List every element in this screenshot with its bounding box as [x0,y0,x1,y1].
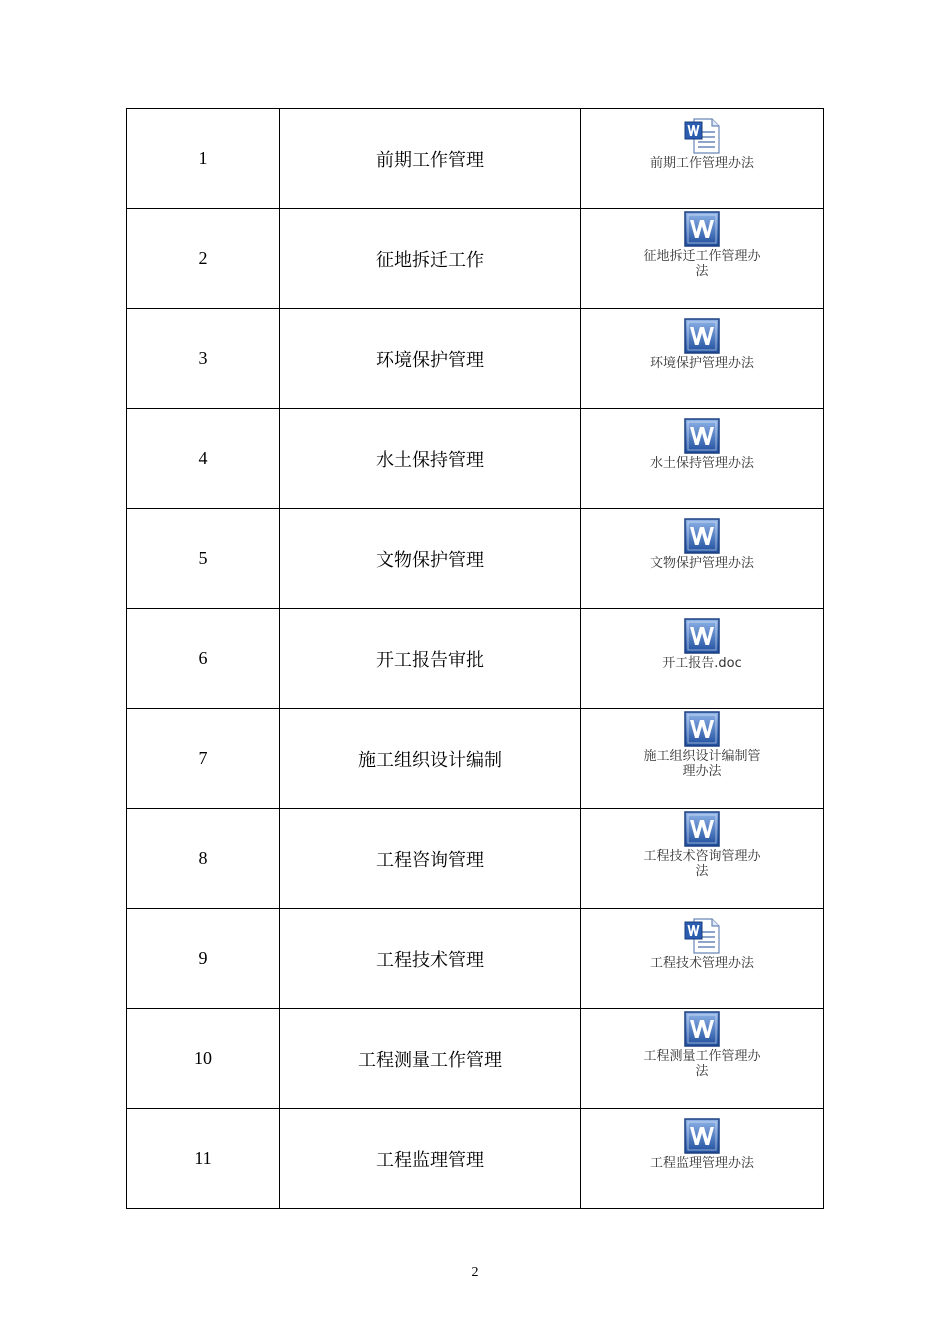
attachment-link[interactable] [642,518,762,571]
attachment-cell [581,309,824,409]
attachment-filename[interactable]: 工程监理管理办法 [649,1156,754,1171]
row-number: 4 [127,409,280,509]
word-icon[interactable] [684,1011,720,1047]
attachment-filename[interactable]: 前期工作管理办法 [649,156,754,171]
item-name: 工程监理管理 [280,1109,581,1209]
word-icon[interactable] [684,811,720,847]
attachment-link[interactable] [642,318,762,371]
row-number: 1 [127,109,280,209]
word-icon[interactable] [684,711,720,747]
item-name: 工程测量工作管理 [280,1009,581,1109]
table-body [127,109,824,1209]
attachment-link[interactable] [642,918,762,971]
table-row [127,809,824,909]
item-name: 工程技术管理 [280,909,581,1009]
attachment-filename[interactable]: 工程技术咨询管理办法 [643,848,761,879]
attachment-filename[interactable]: 施工组织设计编制管理办法 [643,748,761,779]
management-table [126,108,824,1209]
attachment-cell [581,609,824,709]
word-icon[interactable] [684,318,720,354]
attachment-filename[interactable]: 工程技术管理办法 [649,956,754,971]
word-icon[interactable] [684,518,720,554]
table-row [127,909,824,1009]
item-name: 开工报告审批 [280,609,581,709]
attachment-link[interactable] [642,618,762,671]
item-name: 环境保护管理 [280,309,581,409]
row-number: 8 [127,809,280,909]
attachment-filename[interactable]: 征地拆迁工作管理办法 [643,248,761,279]
attachment-link[interactable] [642,211,762,279]
row-number: 5 [127,509,280,609]
attachment-cell [581,809,824,909]
attachment-cell [581,1109,824,1209]
attachment-filename[interactable]: 文物保护管理办法 [649,556,754,571]
word-icon[interactable] [684,418,720,454]
attachment-link[interactable] [642,118,762,171]
word-doc-icon[interactable] [684,118,720,154]
row-number: 10 [127,1009,280,1109]
table-row [127,309,824,409]
row-number: 11 [127,1109,280,1209]
row-number: 2 [127,209,280,309]
attachment-cell [581,409,824,509]
table-row [127,509,824,609]
word-icon[interactable] [684,211,720,247]
attachment-cell [581,109,824,209]
item-name: 施工组织设计编制 [280,709,581,809]
item-name: 工程咨询管理 [280,809,581,909]
table-row [127,209,824,309]
attachment-link[interactable] [642,711,762,779]
attachment-filename[interactable]: 环境保护管理办法 [649,356,754,371]
attachment-cell [581,209,824,309]
item-name: 文物保护管理 [280,509,581,609]
item-name: 征地拆迁工作 [280,209,581,309]
item-name: 前期工作管理 [280,109,581,209]
page-number: 2 [471,1265,479,1280]
item-name: 水土保持管理 [280,409,581,509]
attachment-link[interactable] [642,1011,762,1079]
row-number: 3 [127,309,280,409]
row-number: 9 [127,909,280,1009]
table-row [127,609,824,709]
attachment-cell [581,1009,824,1109]
attachment-cell [581,709,824,809]
attachment-link[interactable] [642,418,762,471]
attachment-link[interactable] [642,1118,762,1171]
row-number: 6 [127,609,280,709]
word-icon[interactable] [684,618,720,654]
word-doc-icon[interactable] [684,918,720,954]
table-row [127,1109,824,1209]
attachment-filename[interactable]: 开工报告.doc [662,656,742,671]
word-icon[interactable] [684,1118,720,1154]
table-row [127,109,824,209]
row-number: 7 [127,709,280,809]
table-row [127,1009,824,1109]
attachment-cell [581,909,824,1009]
attachment-link[interactable] [642,811,762,879]
attachment-filename[interactable]: 水土保持管理办法 [649,456,754,471]
table-row [127,409,824,509]
table-row [127,709,824,809]
attachment-filename[interactable]: 工程测量工作管理办法 [643,1048,761,1079]
attachment-cell [581,509,824,609]
